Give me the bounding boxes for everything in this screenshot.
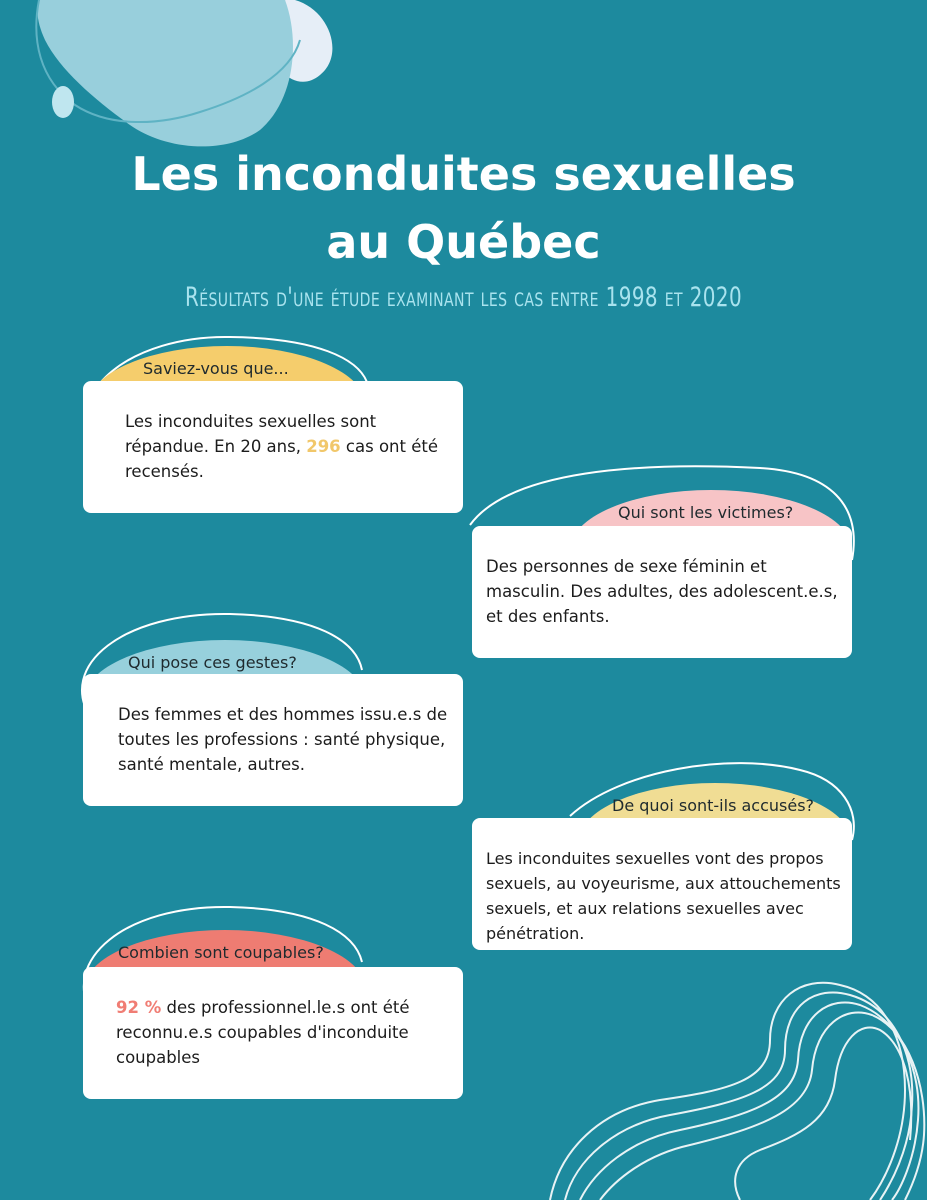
guilty-percentage: 92 % [116, 998, 162, 1017]
page-subtitle: Résultats d'une étude examinant les cas entre 1998 et 2020 [184, 282, 743, 313]
tab-accuses-label: De quoi sont-ils accusés? [612, 796, 815, 815]
card-victimes-text: Des personnes de sexe féminin et masculin. Des adultes, des adolescent.e.s, et des enfants. [486, 557, 838, 626]
card-qui-pose-text: Des femmes et des hommes issu.e.s de toutes les professions : santé physique, santé mentale, autres. [118, 705, 448, 774]
card-coupables [83, 967, 463, 1099]
card-accuses-text: Les inconduites sexuelles vont des propos sexuels, au voyeurisme, aux attouchements sexuels, et aux relations sexuelles avec pénétration. [486, 849, 841, 943]
card-accuses [472, 818, 852, 950]
title-line-2: au Québec [326, 215, 601, 269]
title-line-1: Les inconduites sexuelles [131, 147, 796, 201]
tab-saviez-vous-label: Saviez-vous que... [143, 359, 289, 378]
card-coupables-text: des professionnel.le.s ont été reconnu.e.s coupables d'inconduite coupables [116, 998, 410, 1067]
case-count: 296 [306, 437, 341, 456]
tab-victimes-label: Qui sont les victimes? [618, 503, 794, 522]
tab-qui-pose-label: Qui pose ces gestes? [128, 653, 297, 672]
card-saviez-vous [83, 381, 463, 513]
card-qui-pose [83, 674, 463, 806]
card-saviez-vous-text-a: Les inconduites sexuelles sont répandue. En 20 ans, [125, 412, 377, 456]
tab-coupables-label: Combien sont coupables? [118, 943, 324, 962]
card-saviez-vous-text-b: cas ont été recensés. [125, 437, 438, 481]
card-victimes [472, 526, 852, 658]
